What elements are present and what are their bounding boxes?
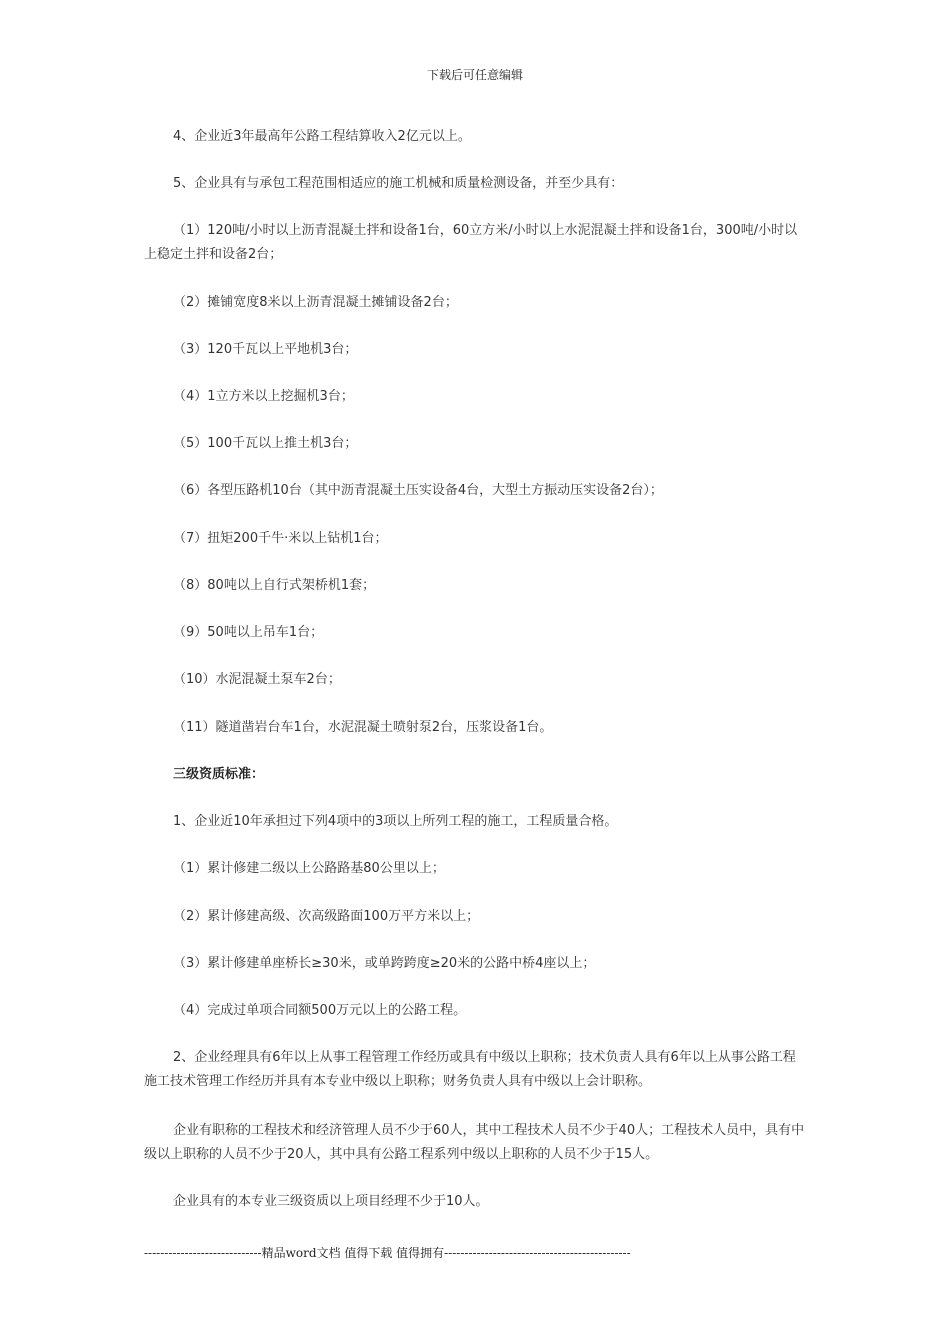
paragraph-equipment-10: （10）水泥混凝土泵车2台； — [173, 672, 341, 687]
paragraph-management: 2、企业经理具有6年以上从事工程管理工作经历或具有中级以上职称；技术负责人具有6年以上从事公路工程施工技术管理工作经历并具有本专业中级以上职称；财务负责人具有中级以上会计职称。 — [144, 1050, 796, 1089]
paragraph-projects-intro: 1、企业近10年承担过下列4项中的3项以上所列工程的施工，工程质量合格。 — [173, 814, 618, 829]
paragraph-projects-2: （2）累计修建高级、次高级路面100万平方米以上； — [173, 909, 480, 924]
paragraph-equipment-1: （1）120吨/小时以上沥青混凝土拌和设备1台，60立方米/小时以上水泥混凝土拌和设备1台，300吨/小时以上稳定土拌和设备2台； — [144, 223, 798, 262]
paragraph-revenue: 4、企业近3年最高年公路工程结算收入2亿元以上。 — [173, 129, 471, 144]
paragraph-equipment-11: （11）隧道凿岩台车1台，水泥混凝土喷射泵2台，压浆设备1台。 — [173, 720, 553, 735]
paragraph-equipment-8: （8）80吨以上自行式架桥机1套； — [173, 578, 376, 593]
page-footer: -----------------------------精品word文档 值得下载 值得拥有---------------------------------------------- — [144, 1246, 631, 1260]
paragraph-staff: 企业有职称的工程技术和经济管理人员不少于60人，其中工程技术人员不少于40人；工程技术人员中，具有中级以上职称的人员不少于20人，其中具有公路工程系列中级以上职称的人员不少于15人。 — [144, 1123, 805, 1162]
paragraph-equipment-2: （2）摊铺宽度8米以上沥青混凝土摊铺设备2台； — [173, 295, 458, 310]
paragraph-equipment-6: （6）各型压路机10台（其中沥青混凝土压实设备4台，大型土方振动压实设备2台）； — [173, 483, 663, 498]
paragraph-equipment-4: （4）1立方米以上挖掘机3台； — [173, 389, 354, 404]
paragraph-equipment-5: （5）100千瓦以上推土机3台； — [173, 436, 358, 451]
paragraph-projects-4: （4）完成过单项合同额500万元以上的公路工程。 — [173, 1003, 467, 1018]
paragraph-equipment-9: （9）50吨以上吊车1台； — [173, 625, 324, 640]
paragraph-equipment-7: （7）扭矩200千牛·米以上钻机1台； — [173, 531, 388, 546]
paragraph-equipment-3: （3）120千瓦以上平地机3台； — [173, 342, 358, 357]
paragraph-projects-1: （1）累计修建二级以上公路路基80公里以上； — [173, 861, 445, 876]
paragraph-projects-3: （3）累计修建单座桥长≥30米，或单跨跨度≥20米的公路中桥4座以上； — [173, 956, 596, 971]
section-heading: 三级资质标准： — [173, 767, 265, 782]
page-header: 下载后可任意编辑 — [426, 68, 523, 82]
paragraph-project-managers: 企业具有的本专业三级资质以上项目经理不少于10人。 — [173, 1194, 489, 1209]
paragraph-equipment-intro: 5、企业具有与承包工程范围相适应的施工机械和质量检测设备，并至少具有： — [173, 176, 624, 191]
